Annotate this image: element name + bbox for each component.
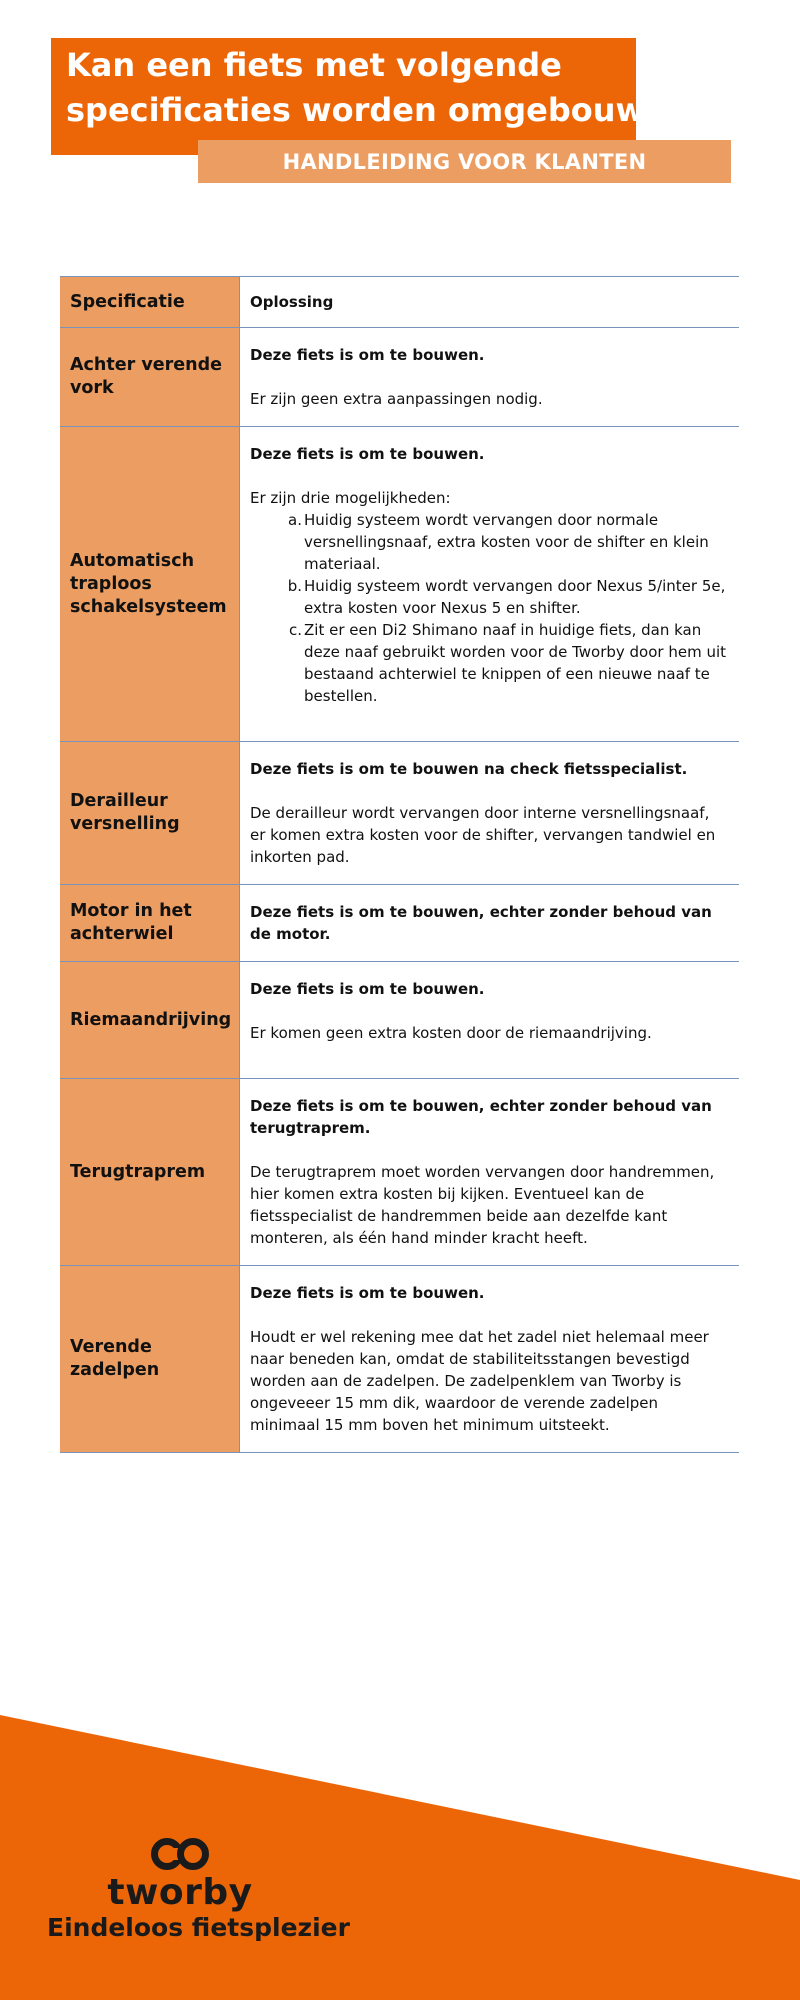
spec-cell: Riemaandrijving — [60, 962, 240, 1078]
spec-cell: Achter verende vork — [60, 328, 240, 426]
list-marker: c. — [288, 621, 302, 639]
solution-text: Houdt er wel rekening mee dat het zadel niet helemaal meer naar beneden kan, omdat de stabiliteitsstangen bevestigd worden aan de zadelpen. De zadelpenklem van Tworby is ongeveeer 15 mm dik, waardoor de verende zadelpen minimaal 15 mm boven het minimum uitsteekt. — [250, 1328, 709, 1434]
list-text: Huidig systeem wordt vervangen door Nexus 5/inter 5e, extra kosten voor Nexus 5 en shifter. — [304, 577, 726, 617]
solution-verdict: Deze fiets is om te bouwen na check fietsspecialist. — [250, 760, 688, 778]
tworby-logo-icon — [149, 1836, 211, 1872]
solution-verdict: Deze fiets is om te bouwen. — [250, 346, 485, 364]
list-marker: b. — [287, 577, 302, 595]
solution-text: De derailleur wordt vervangen door interne versnellingsnaaf, er komen extra kosten voor de shifter, vervangen tandwiel en inkorten pad. — [250, 804, 716, 866]
subtitle-banner: HANDLEIDING VOOR KLANTEN — [198, 140, 731, 183]
title-line-1: Kan een fiets met volgende — [66, 46, 562, 84]
header-specificatie: Specificatie — [60, 277, 240, 327]
solution-verdict: Deze fiets is om te bouwen. — [250, 980, 485, 998]
list-marker: a. — [288, 511, 302, 529]
solution-verdict: Deze fiets is om te bouwen, echter zonder behoud van de motor. — [250, 903, 712, 943]
solution-text: Er zijn geen extra aanpassingen nodig. — [250, 390, 543, 408]
solution-verdict: Deze fiets is om te bouwen, echter zonder behoud van terugtraprem. — [250, 1097, 712, 1137]
solution-verdict: Deze fiets is om te bouwen. — [250, 1284, 485, 1302]
tagline: Eindeloos fietsplezier — [47, 1913, 350, 1942]
logo-wordmark: tworby — [107, 1872, 253, 1913]
spec-cell: Automatisch traploos schakelsysteem — [60, 427, 240, 741]
spec-cell: Derailleur versnelling — [60, 742, 240, 884]
spec-cell: Verende zadelpen — [60, 1266, 240, 1452]
header-oplossing: Oplossing — [250, 293, 334, 311]
solution-text: De terugtraprem moet worden vervangen door handremmen, hier komen extra kosten bij kijken. Eventueel kan de fietsspecialist de handremmen beide aan dezelfde kant monteren, als één hand minder kracht heeft. — [250, 1163, 715, 1247]
list-text: Zit er een Di2 Shimano naaf in huidige fiets, dan kan deze naaf gebruikt worden voor de Tworby door hem uit bestaand achterwiel te knippen of een nieuwe naaf te bestellen. — [304, 621, 727, 705]
title-line-2: specificaties worden omgebouwd? — [66, 91, 687, 129]
spec-cell: Terugtraprem — [60, 1079, 240, 1265]
tworby-logo — [100, 1836, 260, 1913]
solution-text: Er zijn drie mogelijkheden: — [250, 489, 451, 507]
solution-verdict: Deze fiets is om te bouwen. — [250, 445, 485, 463]
spec-cell: Motor in het achterwiel — [60, 885, 240, 961]
list-text: Huidig systeem wordt vervangen door normale versnellingsnaaf, extra kosten voor de shifter en klein materiaal. — [304, 511, 709, 573]
solution-text: Er komen geen extra kosten door de riemaandrijving. — [250, 1024, 652, 1042]
